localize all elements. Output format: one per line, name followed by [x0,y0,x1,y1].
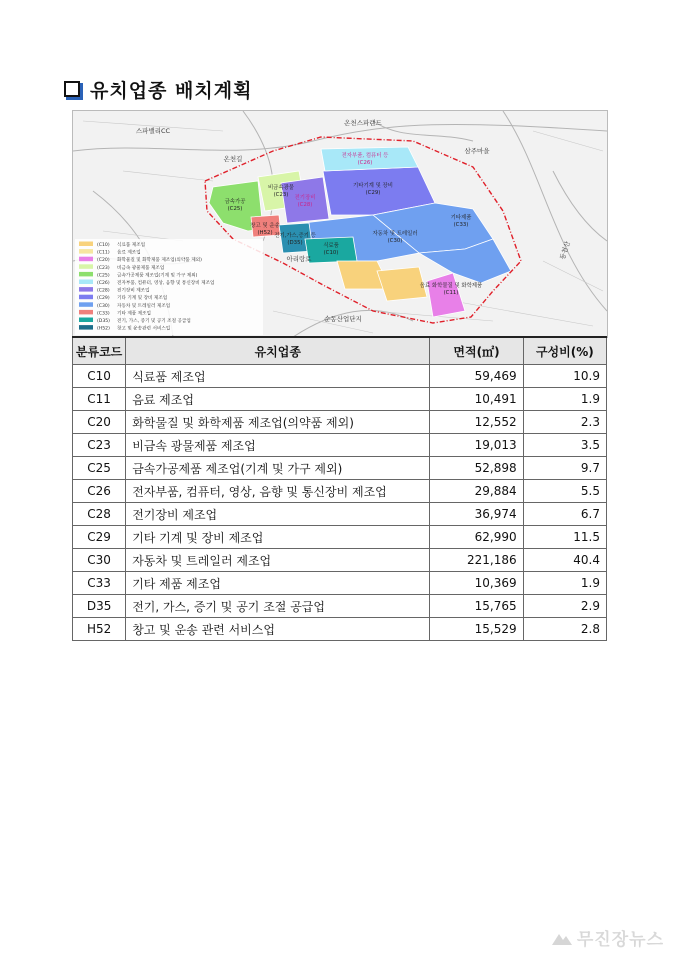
cell-code: C23 [73,434,126,457]
site-map-svg [73,111,607,337]
cell-area: 36,974 [430,503,523,526]
zone-label-code: (C26) [357,160,373,166]
cell-industry: 창고 및 운송 관련 서비스업 [126,618,430,641]
legend-text: 자동차 및 트레일러 제조업 [117,303,171,309]
legend-code: (C26) [97,281,110,286]
cell-code: C28 [73,503,126,526]
zone-label-code: (C23) [273,192,289,198]
header-area: 면적(㎡) [430,337,523,365]
cell-ratio: 6.7 [523,503,606,526]
mountain-logo-icon [551,930,573,946]
cell-ratio: 11.5 [523,526,606,549]
cell-area: 10,369 [430,572,523,595]
cell-ratio: 2.8 [523,618,606,641]
table-row [73,457,607,480]
legend-code: (C29) [97,296,110,302]
cell-industry: 전기장비 제조업 [126,503,430,526]
legend-swatch [79,264,93,269]
legend-code: (C28) [97,288,110,294]
cell-area: 19,013 [430,434,523,457]
cell-code: C11 [73,388,126,411]
legend-text: 전기, 가스, 증기 및 공기 조절 공급업 [117,319,191,324]
cell-area: 29,884 [430,480,523,503]
legend-text: 기타 제품 제조업 [117,311,151,317]
header-ratio: 구성비(%) [523,337,606,365]
cell-code: C29 [73,526,126,549]
legend-swatch [79,325,93,330]
site-map [72,110,608,338]
zone-label-code: (C10) [323,250,339,256]
cell-industry: 금속가공제품 제조업(기계 및 가구 제외) [126,457,430,480]
table-row [73,595,607,618]
table-row [73,434,607,457]
legend-swatch [79,295,93,300]
zone-label-name: 전기장비 [294,195,316,201]
zone-label-code: (C11) [443,290,459,296]
legend-code: (C25) [97,273,110,279]
legend-code: (D35) [97,319,110,324]
header-industry: 유치업종 [126,337,430,365]
cell-area: 221,186 [430,549,523,572]
cell-industry: 비금속 광물제품 제조업 [126,434,430,457]
table-row [73,411,607,434]
table-row [73,480,607,503]
place-label: 온천길 [223,155,243,163]
cell-industry: 기타 기계 및 장비 제조업 [126,526,430,549]
table-row [73,526,607,549]
legend-text: 기타 기계 및 장비 제조업 [117,296,168,302]
zone-label-name: 식료품 [323,243,339,249]
cell-ratio: 3.5 [523,434,606,457]
cell-industry: 화학물질 및 화학제품 제조업(의약품 제외) [126,411,430,434]
legend-text: 식료품 제조업 [117,243,146,248]
legend-swatch [79,249,93,254]
section-title [64,76,252,102]
legend-code: (C33) [97,311,110,317]
cell-ratio: 1.9 [523,572,606,595]
cell-area: 59,469 [430,365,523,388]
legend-swatch [79,287,93,292]
cell-ratio: 40.4 [523,549,606,572]
zone-label-name: 음료 화학물질 및 화학제품 [419,283,483,289]
place-label: 동천산 [558,240,572,261]
cell-code: C30 [73,549,126,572]
cell-code: C26 [73,480,126,503]
cell-industry: 전기, 가스, 증기 및 공기 조절 공급업 [126,595,430,618]
cell-area: 15,529 [430,618,523,641]
industry-table [72,336,607,641]
legend-text: 전기장비 제조업 [117,288,150,294]
zone-label-name: 금속가공 [224,199,246,205]
legend-swatch [79,310,93,315]
table-row [73,549,607,572]
cell-ratio: 1.9 [523,388,606,411]
table-row [73,365,607,388]
legend-code: (C23) [97,265,110,271]
cell-code: H52 [73,618,126,641]
legend-text: 음료 제조업 [117,250,141,256]
place-label: 삼주마을 [464,147,490,155]
zone-label-code: (C29) [365,190,381,196]
zone-label-code: (C33) [453,222,469,228]
zone-label-code: (C25) [227,206,243,212]
zone-label-name: 전기,가스,증기 등 [274,233,316,239]
zone-c26 [321,147,418,171]
legend-text: 전자부품, 컴퓨터, 영상, 음향 및 통신장비 제조업 [117,281,215,286]
legend-swatch [79,272,93,277]
legend-text: 금속가공제품 제조업(기계 및 가구 제외) [117,273,198,279]
cell-code: C33 [73,572,126,595]
place-label: 스파밸리CC [135,127,171,135]
legend-swatch [79,242,93,247]
cell-ratio: 2.3 [523,411,606,434]
cell-code: C10 [73,365,126,388]
legend-code: (C11) [97,250,110,256]
watermark [551,925,664,950]
cell-industry: 전자부품, 컴퓨터, 영상, 음향 및 통신장비 제조업 [126,480,430,503]
cell-industry: 식료품 제조업 [126,365,430,388]
zone-label-code: (C28) [297,202,313,208]
table-header-row [73,337,607,365]
cell-ratio: 10.9 [523,365,606,388]
legend-code: (C10) [97,243,110,248]
cell-area: 62,990 [430,526,523,549]
legend-swatch [79,302,93,307]
cell-area: 12,552 [430,411,523,434]
page-title: 유치업종 배치계획 [90,79,253,102]
zone-label-code: (H52) [257,230,273,236]
cell-industry: 음료 제조업 [126,388,430,411]
legend-swatch [79,257,93,262]
legend-text: 비금속 광물제품 제조업 [117,265,165,271]
header-code: 분류코드 [73,337,126,365]
legend-swatch [79,280,93,285]
checkbox-bullet-icon [64,81,80,97]
cell-ratio: 5.5 [523,480,606,503]
zone-label-code: (D35) [287,240,303,246]
cell-code: D35 [73,595,126,618]
table-row [73,503,607,526]
cell-area: 10,491 [430,388,523,411]
legend-code: (C30) [97,303,110,309]
cell-code: C25 [73,457,126,480]
cell-ratio: 9.7 [523,457,606,480]
zone-label-name: 기타제품 [450,215,472,221]
place-label: 온천스파랜드 [344,119,382,127]
legend-code: (H52) [97,326,110,332]
zone-label-name: 기타기계 및 장비 [353,183,393,189]
cell-code: C20 [73,411,126,434]
legend-swatch [79,318,93,323]
cell-industry: 기타 제품 제조업 [126,572,430,595]
zone-label-name: 창고 및 운송 [250,223,280,229]
table-row [73,618,607,641]
legend-text: 화학물질 및 화학제품 제조업(의약품 제외) [117,258,202,264]
zone-label-name: 전자부품, 컴퓨터 등 [341,153,389,159]
zone-label-code: (C30) [387,238,403,244]
cell-area: 15,765 [430,595,523,618]
cell-ratio: 2.9 [523,595,606,618]
place-label: 순동산업단지 [324,315,362,323]
place-label: 아리랑로 [286,255,312,263]
zone-label-name: 비금속광물 [267,185,295,191]
watermark-text: 무진장뉴스 [576,930,664,950]
legend-code: (C20) [97,258,110,264]
zone-label-name: 자동차 및 트레일러 [372,231,418,237]
table-row [73,572,607,595]
table-row [73,388,607,411]
cell-area: 52,898 [430,457,523,480]
legend-text: 창고 및 운송관련 서비스업 [117,326,171,332]
cell-industry: 자동차 및 트레일러 제조업 [126,549,430,572]
